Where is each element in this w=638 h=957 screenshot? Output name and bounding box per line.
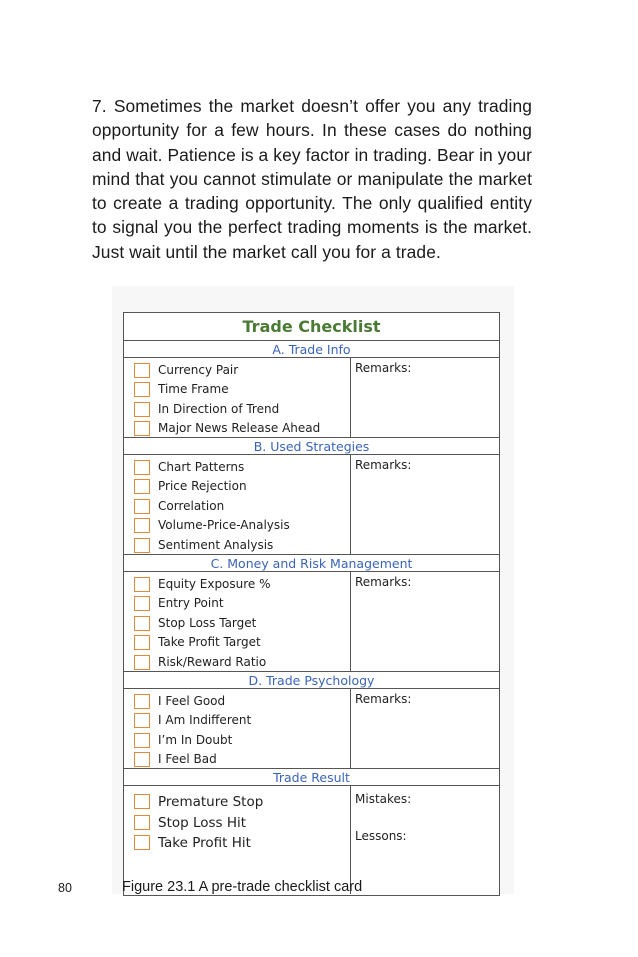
checkbox-icon[interactable]: [134, 713, 150, 728]
checkbox-icon[interactable]: [134, 815, 150, 830]
body-paragraph: 7. Sometimes the market doesn’t offer you any trading opportunity for a few hours. In these cases do nothing and wait. Patience is a key factor in trading. Bear in your mind that you cannot stimulate or manipulate the market to create a trading opportunity. The only qualified entity to signal you the perfect trading moments is the market. Just wait until the market call you for a trade.: [92, 96, 532, 262]
checklist-item[interactable]: Premature Stop: [134, 792, 263, 813]
checklist-item[interactable]: Take Profit Hit: [134, 833, 263, 854]
checkbox-icon[interactable]: [134, 499, 150, 514]
checklist-item[interactable]: Price Rejection: [134, 477, 290, 496]
checklist-item[interactable]: I Am Indifferent: [134, 711, 251, 730]
checkbox-icon[interactable]: [134, 538, 150, 553]
figure-caption: Figure 23.1 A pre-trade checklist card: [122, 879, 363, 895]
checkbox-icon[interactable]: [134, 421, 150, 436]
checklist-item[interactable]: Currency Pair: [134, 361, 320, 380]
checklist-item[interactable]: Volume-Price-Analysis: [134, 516, 290, 535]
section-trade-result: [124, 786, 499, 894]
checklist-item[interactable]: In Direction of Trend: [134, 400, 320, 419]
checklist-item[interactable]: Stop Loss Hit: [134, 813, 263, 834]
checklist-item[interactable]: I’m In Doubt: [134, 731, 251, 750]
column-divider: [350, 455, 351, 555]
checklist-item[interactable]: Major News Release Ahead: [134, 419, 320, 438]
checklist-item[interactable]: Stop Loss Target: [134, 614, 271, 633]
checklist-item[interactable]: Chart Patterns: [134, 458, 290, 477]
checkbox-icon[interactable]: [134, 577, 150, 592]
section-heading-trade-info: A. Trade Info: [124, 340, 499, 358]
checklist-item[interactable]: I Feel Good: [134, 692, 251, 711]
remarks-label: Remarks:: [355, 575, 412, 589]
checkbox-icon[interactable]: [134, 752, 150, 767]
checkbox-icon[interactable]: [134, 835, 150, 850]
checklist-item[interactable]: Equity Exposure %: [134, 575, 271, 594]
checkbox-icon[interactable]: [134, 402, 150, 417]
checkbox-icon[interactable]: [134, 382, 150, 397]
section-heading-trade-psychology: D. Trade Psychology: [124, 671, 499, 689]
remarks-label: Remarks:: [355, 458, 412, 472]
checkbox-icon[interactable]: [134, 363, 150, 378]
trade-checklist-card: [123, 312, 500, 896]
checklist-item[interactable]: Correlation: [134, 497, 290, 516]
column-divider: [350, 358, 351, 438]
checklist-item[interactable]: Entry Point: [134, 594, 271, 613]
section-trade-info: [124, 358, 499, 438]
section-heading-money-risk: C. Money and Risk Management: [124, 554, 499, 572]
section-heading-used-strategies: B. Used Strategies: [124, 437, 499, 455]
remarks-label: Remarks:: [355, 361, 412, 375]
checklist-item[interactable]: Sentiment Analysis: [134, 536, 290, 555]
checklist-item[interactable]: I Feel Bad: [134, 750, 251, 769]
section-money-risk: [124, 572, 499, 672]
column-divider: [350, 689, 351, 769]
checklist-item[interactable]: Take Profit Target: [134, 633, 271, 652]
mistakes-label: Mistakes:: [355, 792, 412, 806]
checkbox-icon[interactable]: [134, 479, 150, 494]
checkbox-icon[interactable]: [134, 794, 150, 809]
section-trade-psychology: [124, 689, 499, 769]
section-heading-trade-result: Trade Result: [124, 768, 499, 786]
remarks-label: Remarks:: [355, 692, 412, 706]
checklist-title: Trade Checklist: [124, 313, 499, 342]
checklist-item[interactable]: Risk/Reward Ratio: [134, 653, 271, 672]
checklist-item[interactable]: Time Frame: [134, 380, 320, 399]
checkbox-icon[interactable]: [134, 616, 150, 631]
checkbox-icon[interactable]: [134, 596, 150, 611]
checkbox-icon[interactable]: [134, 733, 150, 748]
checkbox-icon[interactable]: [134, 460, 150, 475]
checkbox-icon[interactable]: [134, 518, 150, 533]
checkbox-icon[interactable]: [134, 694, 150, 709]
column-divider: [350, 786, 351, 894]
page-number: 80: [58, 881, 72, 895]
section-used-strategies: [124, 455, 499, 555]
lessons-label: Lessons:: [355, 829, 407, 843]
checkbox-icon[interactable]: [134, 655, 150, 670]
checkbox-icon[interactable]: [134, 635, 150, 650]
column-divider: [350, 572, 351, 672]
